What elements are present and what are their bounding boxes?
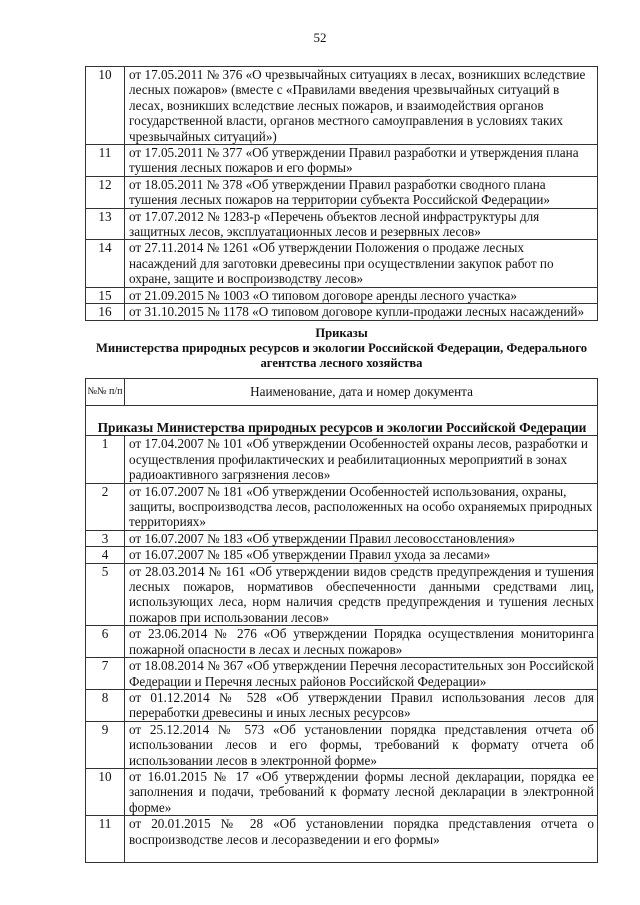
document-title: от 16.01.2015 № 17 «Об утверждении формы лесной декларации, порядка ее заполнения и подачи, требований к формату лесной декларации в электронной форме»	[125, 768, 598, 815]
table-row	[86, 563, 598, 626]
document-title: от 18.08.2014 № 367 «Об утверждении Перечня лесорастительных зон Российской Федерации и Перечня лесных районов Российской Федерации»	[125, 658, 598, 690]
document-title: от 17.05.2011 № 376 «О чрезвычайных ситуациях в лесах, возникших вследствие лесных пожаров» (вместе с «Правилами введения чрезвычайных ситуаций в лесах, возникших вследствие лесных пожаров, и взаимодействия органов государственной власти, органов местного самоуправления в условиях таких чрезвычайных ситуаций»)	[125, 67, 598, 145]
document-title: от 27.11.2014 № 1261 «Об утверждении Положения о продаже лесных насаждений для заготовки древесины при осуществлении закупок работ по охране, защите и воспроизводству лесов»	[125, 240, 598, 287]
row-number: 3	[86, 530, 125, 546]
row-number: 10	[86, 768, 125, 815]
document-title: от 21.09.2015 № 1003 «О типовом договоре аренды лесного участка»	[125, 287, 598, 303]
document-title: от 17.07.2012 № 1283-р «Перечень объектов лесной инфраструктуры для защитных лесов, эксплуатационных лесов и резервных лесов»	[125, 208, 598, 240]
table-row	[86, 721, 598, 768]
row-number: 1	[86, 436, 125, 483]
row-number: 11	[86, 816, 125, 863]
table-row	[86, 145, 598, 177]
table-row	[86, 816, 598, 863]
table-row	[86, 658, 598, 690]
table-row	[86, 436, 598, 483]
document-title: от 28.03.2014 № 161 «Об утверждении видов средств предупреждения и тушения лесных пожаров, нормативов обеспеченности данными средствами лиц, использующих леса, норм наличия средств предупреждения и тушения лесных пожаров при использовании лесов»	[125, 563, 598, 626]
table-row	[86, 530, 598, 546]
document-title: от 17.04.2007 № 101 «Об утверждении Особенностей охраны лесов, разработки и осуществления профилактических и реабилитационных мероприятий в зонах радиоактивного загрязнения лесов»	[125, 436, 598, 483]
row-number: 16	[86, 304, 125, 320]
document-title: от 23.06.2014 № 276 «Об утверждении Порядка осуществления мониторинга пожарной опасности в лесах и лесных пожаров»	[125, 626, 598, 658]
table-row	[86, 287, 598, 303]
row-number: 11	[86, 145, 125, 177]
row-number: 2	[86, 483, 125, 530]
row-number: 6	[86, 626, 125, 658]
row-number: 12	[86, 176, 125, 208]
document-title: от 31.10.2015 № 1178 «О типовом договоре купли-продажи лесных насаждений»	[125, 304, 598, 320]
page-number: 52	[313, 30, 327, 45]
header-number: №№ п/п	[86, 379, 125, 406]
row-number: 4	[86, 547, 125, 563]
table-row	[86, 176, 598, 208]
row-number: 14	[86, 240, 125, 287]
row-number: 9	[86, 721, 125, 768]
row-number: 15	[86, 287, 125, 303]
heading-line-1: Приказы	[315, 326, 368, 340]
row-number: 8	[86, 689, 125, 721]
document-title: от 16.07.2007 № 185 «Об утверждении Правил ухода за лесами»	[125, 547, 598, 563]
section-title: Приказы Министерства природных ресурсов и экологии Российской Федерации	[86, 406, 598, 436]
document-title: от 20.01.2015 № 28 «Об установлении порядка представления отчета о воспроизводстве лесов и лесоразведении и его формы»	[125, 816, 598, 863]
ministry-orders-table	[85, 378, 598, 863]
table-row	[86, 689, 598, 721]
document-title: от 18.05.2011 № 378 «Об утверждении Правил разработки сводного плана тушения лесных пожаров на территории субъекта Российской Федерации»	[125, 176, 598, 208]
table-row	[86, 547, 598, 563]
document-title: от 01.12.2014 № 528 «Об утверждении Правил использования лесов для переработки древесины и иных лесных ресурсов»	[125, 689, 598, 721]
row-number: 5	[86, 563, 125, 626]
section-heading	[85, 326, 598, 371]
header-title: Наименование, дата и номер документа	[125, 379, 598, 406]
document-title: от 16.07.2007 № 183 «Об утверждении Правил лесовосстановления»	[125, 530, 598, 546]
row-number: 10	[86, 67, 125, 145]
section-title-row	[86, 406, 598, 436]
table-row	[86, 304, 598, 320]
government-decrees-table	[85, 66, 598, 321]
document-title: от 17.05.2011 № 377 «Об утверждении Правил разработки и утверждения плана тушения лесных пожаров и его формы»	[125, 145, 598, 177]
heading-line-2: Министерства природных ресурсов и экологии Российской Федерации, Федерального	[95, 341, 588, 355]
table-row	[86, 768, 598, 815]
table-row	[86, 208, 598, 240]
table-header-row	[86, 379, 598, 406]
table-row	[86, 67, 598, 145]
row-number: 13	[86, 208, 125, 240]
document-title: от 25.12.2014 № 573 «Об установлении порядка представления отчета об использовании лесов и его формы, требований к формату отчета об использовании лесов в электронной форме»	[125, 721, 598, 768]
document-title: от 16.07.2007 № 181 «Об утверждении Особенностей использования, охраны, защиты, воспроизводства лесов, расположенных на особо охраняемых природных территориях»	[125, 483, 598, 530]
table-row	[86, 240, 598, 287]
table-row	[86, 483, 598, 530]
row-number: 7	[86, 658, 125, 690]
heading-line-3: агентства лесного хозяйства	[260, 356, 423, 370]
table-row	[86, 626, 598, 658]
